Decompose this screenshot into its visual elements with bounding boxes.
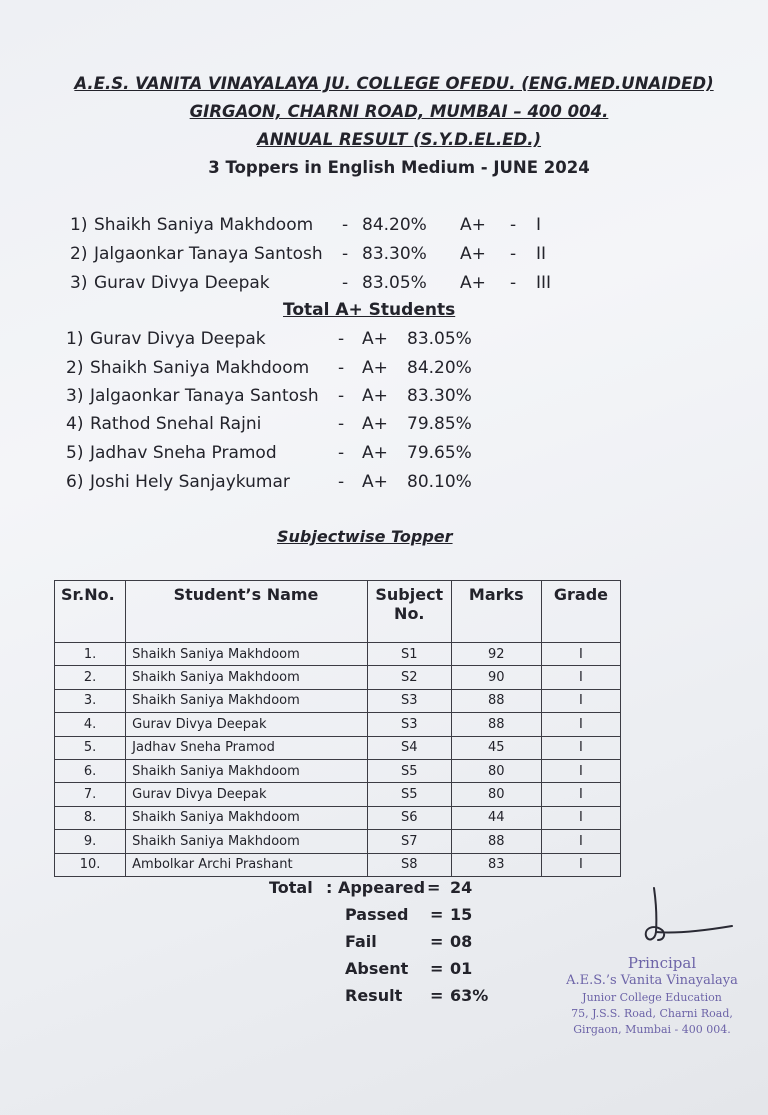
total-result-label: Result — [345, 986, 403, 1005]
stamp-dept: Junior College Education — [582, 991, 722, 1004]
table-row — [55, 666, 621, 689]
aplus-name: Gurav Divya Deepak — [90, 329, 266, 349]
cell-subject: S3 — [367, 713, 451, 736]
separator: - — [338, 358, 345, 378]
aplus-percent: 80.10% — [407, 472, 472, 492]
cell-name: Jadhav Sneha Pramod — [126, 736, 368, 759]
total-result-eq: = — [430, 986, 444, 1005]
aplus-grade: A+ — [362, 443, 388, 463]
stamp-address: 75, J.S.S. Road, Charni Road, — [571, 1007, 733, 1020]
col-header-sr: Sr.No. — [55, 581, 126, 643]
subjectwise-table — [54, 580, 621, 877]
cell-name: Shaikh Saniya Makhdoom — [126, 806, 368, 829]
cell-name: Shaikh Saniya Makhdoom — [126, 759, 368, 782]
cell-sr: 7. — [55, 783, 126, 806]
table-row — [55, 736, 621, 759]
table-row — [55, 830, 621, 853]
topper-number: 1) — [70, 215, 88, 235]
aplus-grade: A+ — [362, 386, 388, 406]
separator: - — [338, 386, 345, 406]
cell-subject: S8 — [367, 853, 451, 876]
topper-rank: II — [536, 244, 547, 264]
cell-subject: S4 — [367, 736, 451, 759]
college-name: A.E.S. VANITA VINAYALAYA JU. COLLEGE OFEDU. (ENG.MED.UNAIDED) — [74, 74, 714, 93]
aplus-number: 2) — [66, 358, 84, 378]
document-title: ANNUAL RESULT (S.Y.D.EL.ED.) — [256, 130, 542, 149]
cell-subject: S7 — [367, 830, 451, 853]
table-row — [55, 806, 621, 829]
principal-signature — [628, 880, 738, 950]
cell-name: Shaikh Saniya Makhdoom — [126, 689, 368, 712]
cell-grade: I — [541, 689, 620, 712]
cell-grade: I — [541, 643, 620, 666]
separator: - — [338, 443, 345, 463]
total-absent-eq: = — [430, 959, 444, 978]
cell-marks: 88 — [451, 713, 541, 736]
aplus-name: Shaikh Saniya Makhdoom — [90, 358, 310, 378]
topper-percent: 83.05% — [362, 273, 427, 293]
cell-sr: 8. — [55, 806, 126, 829]
topper-number: 2) — [70, 244, 88, 264]
separator: - — [338, 472, 345, 492]
aplus-number: 5) — [66, 443, 84, 463]
cell-sr: 10. — [55, 853, 126, 876]
separator: - — [342, 215, 349, 235]
cell-subject: S5 — [367, 783, 451, 806]
aplus-grade: A+ — [362, 472, 388, 492]
topper-rank: I — [536, 215, 542, 235]
col-header-subject-line1: Subject — [375, 585, 444, 604]
total-passed-eq: = — [430, 905, 444, 924]
total-appeared-value: 24 — [450, 878, 473, 897]
total-result-value: 63% — [450, 986, 489, 1005]
cell-grade: I — [541, 830, 620, 853]
aplus-number: 4) — [66, 414, 84, 434]
total-absent-value: 01 — [450, 959, 473, 978]
aplus-grade: A+ — [362, 358, 388, 378]
cell-sr: 2. — [55, 666, 126, 689]
cell-marks: 80 — [451, 783, 541, 806]
separator: - — [342, 244, 349, 264]
separator: - — [510, 215, 517, 235]
cell-name: Gurav Divya Deepak — [126, 713, 368, 736]
cell-grade: I — [541, 853, 620, 876]
toppers-heading: 3 Toppers in English Medium - JUNE 2024 — [208, 158, 590, 177]
table-row — [55, 759, 621, 782]
cell-grade: I — [541, 759, 620, 782]
stamp-city: Girgaon, Mumbai - 400 004. — [573, 1023, 731, 1036]
aplus-number: 1) — [66, 329, 84, 349]
separator: - — [510, 273, 517, 293]
table-row — [55, 713, 621, 736]
total-fail-value: 08 — [450, 932, 473, 951]
total-passed-label: Passed — [345, 905, 409, 924]
total-appeared-label: : Appeared — [326, 878, 426, 897]
separator: - — [338, 414, 345, 434]
cell-sr: 5. — [55, 736, 126, 759]
cell-sr: 1. — [55, 643, 126, 666]
aplus-number: 3) — [66, 386, 84, 406]
aplus-number: 6) — [66, 472, 84, 492]
cell-sr: 3. — [55, 689, 126, 712]
table-row — [55, 853, 621, 876]
separator: - — [510, 244, 517, 264]
aplus-grade: A+ — [362, 329, 388, 349]
topper-number: 3) — [70, 273, 88, 293]
table-header-row — [55, 581, 621, 643]
total-fail-label: Fail — [345, 932, 377, 951]
separator: - — [342, 273, 349, 293]
total-label: Total — [269, 878, 313, 897]
col-header-marks: Marks — [451, 581, 541, 643]
cell-subject: S1 — [367, 643, 451, 666]
cell-grade: I — [541, 666, 620, 689]
cell-grade: I — [541, 713, 620, 736]
aplus-name: Joshi Hely Sanjaykumar — [90, 472, 290, 492]
cell-grade: I — [541, 736, 620, 759]
aplus-percent: 83.30% — [407, 386, 472, 406]
separator: - — [338, 329, 345, 349]
topper-name: Gurav Divya Deepak — [94, 273, 270, 293]
aplus-name: Jadhav Sneha Pramod — [90, 443, 277, 463]
cell-marks: 45 — [451, 736, 541, 759]
table-row — [55, 783, 621, 806]
cell-grade: I — [541, 783, 620, 806]
cell-subject: S5 — [367, 759, 451, 782]
cell-marks: 88 — [451, 689, 541, 712]
subjectwise-heading: Subjectwise Topper — [277, 527, 453, 546]
cell-name: Gurav Divya Deepak — [126, 783, 368, 806]
col-header-subject — [367, 581, 451, 643]
cell-name: Shaikh Saniya Makhdoom — [126, 643, 368, 666]
aplus-heading: Total A+ Students — [283, 300, 456, 320]
cell-marks: 80 — [451, 759, 541, 782]
aplus-name: Jalgaonkar Tanaya Santosh — [90, 386, 319, 406]
cell-grade: I — [541, 806, 620, 829]
aplus-percent: 79.65% — [407, 443, 472, 463]
table-row — [55, 689, 621, 712]
cell-name: Ambolkar Archi Prashant — [126, 853, 368, 876]
cell-subject: S6 — [367, 806, 451, 829]
col-header-name: Student’s Name — [126, 581, 368, 643]
aplus-percent: 79.85% — [407, 414, 472, 434]
aplus-grade: A+ — [362, 414, 388, 434]
cell-name: Shaikh Saniya Makhdoom — [126, 666, 368, 689]
topper-percent: 84.20% — [362, 215, 427, 235]
total-passed-value: 15 — [450, 905, 473, 924]
cell-sr: 4. — [55, 713, 126, 736]
college-address: GIRGAON, CHARNI ROAD, MUMBAI – 400 004. — [189, 102, 609, 121]
total-absent-label: Absent — [345, 959, 409, 978]
aplus-percent: 84.20% — [407, 358, 472, 378]
cell-marks: 44 — [451, 806, 541, 829]
aplus-name: Rathod Snehal Rajni — [90, 414, 262, 434]
cell-sr: 6. — [55, 759, 126, 782]
total-fail-eq: = — [430, 932, 444, 951]
topper-name: Jalgaonkar Tanaya Santosh — [94, 244, 323, 264]
topper-grade: A+ — [460, 244, 486, 264]
topper-percent: 83.30% — [362, 244, 427, 264]
col-header-subject-line2: No. — [394, 604, 425, 623]
stamp-title: Principal — [627, 954, 697, 972]
total-appeared-eq: = — [427, 878, 441, 897]
topper-name: Shaikh Saniya Makhdoom — [94, 215, 314, 235]
cell-marks: 92 — [451, 643, 541, 666]
stamp-institution: A.E.S.’s Vanita Vinayalaya — [566, 973, 738, 988]
topper-grade: A+ — [460, 273, 486, 293]
aplus-percent: 83.05% — [407, 329, 472, 349]
cell-name: Shaikh Saniya Makhdoom — [126, 830, 368, 853]
table-row — [55, 643, 621, 666]
cell-marks: 88 — [451, 830, 541, 853]
topper-grade: A+ — [460, 215, 486, 235]
topper-rank: III — [536, 273, 552, 293]
cell-marks: 83 — [451, 853, 541, 876]
cell-sr: 9. — [55, 830, 126, 853]
cell-subject: S2 — [367, 666, 451, 689]
col-header-grade: Grade — [541, 581, 620, 643]
cell-subject: S3 — [367, 689, 451, 712]
cell-marks: 90 — [451, 666, 541, 689]
